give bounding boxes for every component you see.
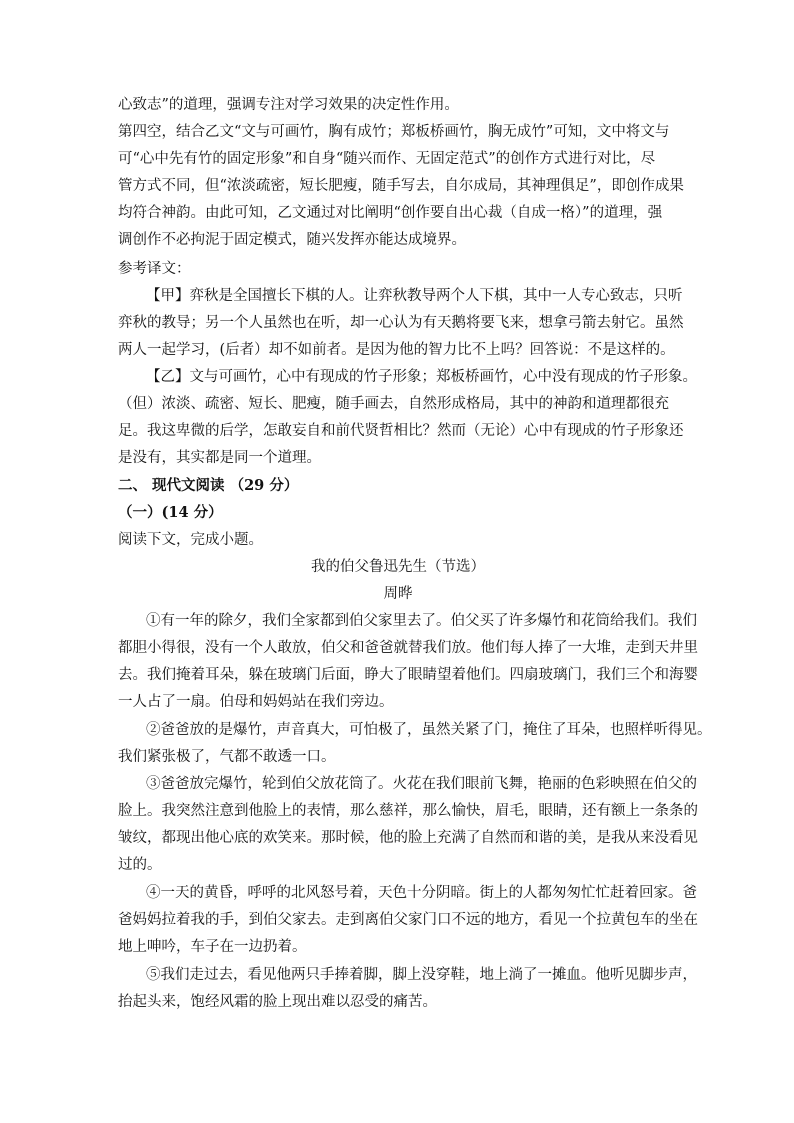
text-line: 皱纹，都现出他心底的欢笑来。那时候，他的脸上充满了自然而和谐的美，是我从来没看见 (118, 830, 698, 846)
translation-heading: 参考译文： (118, 261, 191, 277)
text-line: 爸妈妈拉着我的手，到伯父家去。走到离伯父家门口不远的地方，看见一个拉黄包车的坐在 (118, 912, 698, 928)
text-line: 两人一起学习，(后者）却不如前者。是因为他的智力比不上吗？回答说：不是这样的。 (118, 342, 675, 358)
text-line: 都胆小得很，没有一个人敢放，伯父和爸爸就替我们放。他们每人捧了一大堆，走到天井里 (118, 640, 698, 656)
text-line: ②爸爸放的是爆竹，声音真大，可怕极了，虽然关紧了门，掩住了耳朵，也照样听得见。 (146, 722, 712, 738)
text-line: 一人占了一扇。伯母和妈妈站在我们旁边。 (118, 694, 394, 710)
text-line: 管方式不同，但“浓淡疏密，短长肥瘦，随手写去，自尔成局，其神理俱足”，即创作成果 (118, 178, 684, 194)
text-line: 可“心中先有竹的固定形象”和自身“随兴而作、无固定范式”的创作方式进行对比，尽 (118, 151, 656, 167)
text-line: 【乙】文与可画竹，心中有现成的竹子形象；郑板桥画竹，心中没有现成的竹子形象。 (146, 369, 697, 385)
text-line: 弈秋的教导；另一个人虽然也在听，却一心认为有天鹅将要飞来，想拿弓箭去射它。虽然 (118, 315, 684, 331)
text-line: 地上呻吟，车子在一边扔着。 (118, 939, 307, 955)
text-line: ③爸爸放完爆竹，轮到伯父放花筒了。火花在我们眼前飞舞，艳丽的色彩映照在伯父的 (146, 776, 697, 792)
text-line: （但）浓淡、疏密、短长、肥瘦，随手画去，自然形成格局，其中的神韵和道理都很充 (118, 396, 669, 412)
text-line: 均符合神韵。由此可知，乙文通过对比阐明“创作要自出心裁（自成一格）”的道理，强 (118, 205, 663, 221)
text-line: 心致志”的道理，强调专注对学习效果的决定性作用。 (118, 97, 459, 113)
text-line: ⑤我们走过去，看见他两只手捧着脚，脚上没穿鞋，地上淌了一摊血。他听见脚步声， (146, 967, 697, 983)
subsection-heading: （一）(14 分） (118, 504, 223, 521)
text-line: 第四空，结合乙文“文与可画竹，胸有成竹；郑板桥画竹，胸无成竹”可知，文中将文与 (118, 124, 670, 140)
instruction: 阅读下文，完成小题。 (118, 532, 263, 548)
passage-author: 周晔 (383, 586, 413, 602)
passage-title: 我的伯父鲁迅先生（节选） (311, 559, 485, 575)
text-line: 脸上。我突然注意到他脸上的表情，那么慈祥，那么愉快，眉毛，眼睛，还有额上一条条的 (118, 803, 698, 819)
text-line: 【甲】弈秋是全国擅长下棋的人。让弈秋教导两个人下棋，其中一人专心致志，只听 (146, 288, 683, 304)
text-line: 抬起头来，饱经风霜的脸上现出难以忍受的痛苦。 (118, 994, 437, 1010)
text-line: 去。我们掩着耳朵，躲在玻璃门后面，睁大了眼睛望着他们。四扇玻璃门，我们三个和海婴 (118, 667, 698, 683)
text-line: 是没有，其实都是同一个道理。 (118, 450, 321, 466)
text-line: 过的。 (118, 857, 162, 873)
text-line: 足。我这卑微的后学，怎敢妄自和前代贤哲相比？然而（无论）心中有现成的竹子形象还 (118, 423, 684, 439)
section-heading: 二、 现代文阅读 （29 分） (118, 477, 299, 494)
text-line: 调创作不必拘泥于固定模式，随兴发挥亦能达成境界。 (118, 232, 466, 248)
text-line: 我们紧张极了，气都不敢透一口。 (118, 749, 336, 765)
text-line: ④一天的黄昏，呼呼的北风怒号着，天色十分阴暗。街上的人都匆匆忙忙赶着回家。爸 (146, 885, 697, 901)
text-line: ①有一年的除夕，我们全家都到伯父家里去了。伯父买了许多爆竹和花筒给我们。我们 (146, 613, 697, 629)
